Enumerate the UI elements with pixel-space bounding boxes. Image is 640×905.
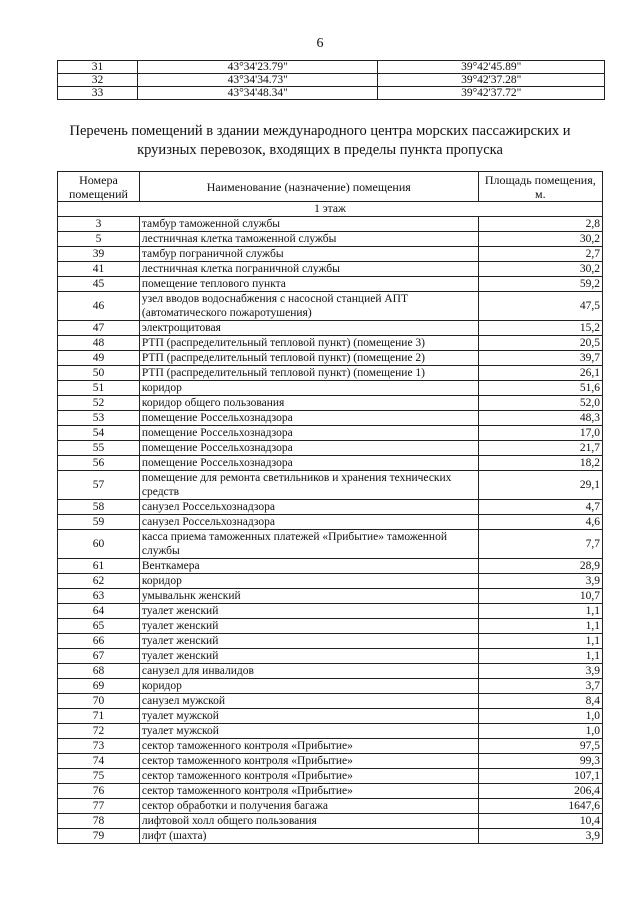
table-row xyxy=(58,739,603,754)
longitude-cell: 39°42'37.72" xyxy=(378,87,605,100)
room-number: 55 xyxy=(58,441,140,456)
room-number: 72 xyxy=(58,724,140,739)
room-number: 59 xyxy=(58,515,140,530)
table-row xyxy=(58,441,603,456)
room-number: 78 xyxy=(58,814,140,829)
room-name: коридор xyxy=(139,574,478,589)
room-name: сектор таможенного контроля «Прибытие» xyxy=(139,784,478,799)
table-row xyxy=(58,724,603,739)
room-area: 99,3 xyxy=(478,754,602,769)
table-row xyxy=(58,292,603,321)
room-area: 2,8 xyxy=(478,217,602,232)
room-name: коридор общего пользования xyxy=(139,396,478,411)
table-row xyxy=(58,664,603,679)
table-row xyxy=(58,604,603,619)
longitude-cell: 39°42'45.89" xyxy=(378,61,605,74)
latitude-cell: 43°34'34.73" xyxy=(138,74,378,87)
room-name: лестничная клетка таможенной службы xyxy=(139,232,478,247)
room-area: 3,9 xyxy=(478,829,602,844)
rooms-table xyxy=(57,171,603,844)
room-area: 10,4 xyxy=(478,814,602,829)
coordinate-row xyxy=(58,74,605,87)
table-row xyxy=(58,709,603,724)
room-number: 64 xyxy=(58,604,140,619)
room-number: 54 xyxy=(58,426,140,441)
room-name: РТП (распределительный тепловой пункт) (помещение 3) xyxy=(139,336,478,351)
room-area: 48,3 xyxy=(478,411,602,426)
room-area: 52,0 xyxy=(478,396,602,411)
table-row xyxy=(58,500,603,515)
header-room-number: Номера помещений xyxy=(58,172,140,202)
table-row xyxy=(58,589,603,604)
room-area: 26,1 xyxy=(478,366,602,381)
latitude-cell: 43°34'48.34" xyxy=(138,87,378,100)
room-name: сектор таможенного контроля «Прибытие» xyxy=(139,769,478,784)
room-name: лестничная клетка пограничной службы xyxy=(139,262,478,277)
room-area: 47,5 xyxy=(478,292,602,321)
room-name: помещение Россельхознадзора xyxy=(139,441,478,456)
room-name: помещение Россельхознадзора xyxy=(139,426,478,441)
room-number: 62 xyxy=(58,574,140,589)
table-row xyxy=(58,619,603,634)
room-number: 52 xyxy=(58,396,140,411)
room-number: 65 xyxy=(58,619,140,634)
table-row xyxy=(58,471,603,500)
room-number: 45 xyxy=(58,277,140,292)
table-row xyxy=(58,321,603,336)
room-number: 76 xyxy=(58,784,140,799)
room-name: туалет женский xyxy=(139,619,478,634)
room-area: 21,7 xyxy=(478,441,602,456)
room-number: 66 xyxy=(58,634,140,649)
room-name: помещение теплового пункта xyxy=(139,277,478,292)
room-area: 1647,6 xyxy=(478,799,602,814)
room-area: 15,2 xyxy=(478,321,602,336)
longitude-cell: 39°42'37.28" xyxy=(378,74,605,87)
room-number: 67 xyxy=(58,649,140,664)
room-name: помещение Россельхознадзора xyxy=(139,411,478,426)
point-number: 31 xyxy=(58,61,138,74)
room-area: 107,1 xyxy=(478,769,602,784)
room-name: лифтовой холл общего пользования xyxy=(139,814,478,829)
room-name: сектор таможенного контроля «Прибытие» xyxy=(139,739,478,754)
floor-row xyxy=(58,202,603,217)
room-number: 73 xyxy=(58,739,140,754)
room-area: 1,1 xyxy=(478,604,602,619)
room-name: умывальнк женский xyxy=(139,589,478,604)
table-row xyxy=(58,247,603,262)
room-name: туалет мужской xyxy=(139,709,478,724)
room-number: 75 xyxy=(58,769,140,784)
room-name: узел вводов водоснабжения с насосной станцией АПТ (автоматического пожаротушения) xyxy=(139,292,478,321)
table-row xyxy=(58,232,603,247)
room-number: 5 xyxy=(58,232,140,247)
room-area: 17,0 xyxy=(478,426,602,441)
table-row xyxy=(58,814,603,829)
room-number: 51 xyxy=(58,381,140,396)
room-name: касса приема таможенных платежей «Прибытие» таможенной службы xyxy=(139,530,478,559)
room-number: 53 xyxy=(58,411,140,426)
room-name: туалет женский xyxy=(139,634,478,649)
table-row xyxy=(58,396,603,411)
table-row xyxy=(58,411,603,426)
table-row xyxy=(58,754,603,769)
table-row xyxy=(58,515,603,530)
room-number: 74 xyxy=(58,754,140,769)
room-area: 3,9 xyxy=(478,574,602,589)
page-number: 6 xyxy=(316,36,324,51)
room-number: 48 xyxy=(58,336,140,351)
room-number: 79 xyxy=(58,829,140,844)
room-area: 39,7 xyxy=(478,351,602,366)
room-number: 47 xyxy=(58,321,140,336)
room-area: 206,4 xyxy=(478,784,602,799)
room-number: 60 xyxy=(58,530,140,559)
room-name: РТП (распределительный тепловой пункт) (помещение 1) xyxy=(139,366,478,381)
room-area: 59,2 xyxy=(478,277,602,292)
room-name: электрощитовая xyxy=(139,321,478,336)
room-number: 70 xyxy=(58,694,140,709)
room-area: 30,2 xyxy=(478,262,602,277)
table-header-row xyxy=(58,172,603,202)
room-area: 4,7 xyxy=(478,500,602,515)
room-name: сектор таможенного контроля «Прибытие» xyxy=(139,754,478,769)
room-name: сектор обработки и получения багажа xyxy=(139,799,478,814)
room-area: 18,2 xyxy=(478,456,602,471)
room-name: Венткамера xyxy=(139,559,478,574)
room-area: 1,0 xyxy=(478,709,602,724)
room-number: 56 xyxy=(58,456,140,471)
table-row xyxy=(58,649,603,664)
room-number: 50 xyxy=(58,366,140,381)
room-number: 69 xyxy=(58,679,140,694)
table-row xyxy=(58,694,603,709)
room-number: 77 xyxy=(58,799,140,814)
room-name: туалет женский xyxy=(139,649,478,664)
table-row xyxy=(58,530,603,559)
room-name: тамбур таможенной службы xyxy=(139,217,478,232)
floor-label: 1 этаж xyxy=(58,202,603,217)
table-row xyxy=(58,366,603,381)
room-area: 97,5 xyxy=(478,739,602,754)
room-area: 10,7 xyxy=(478,589,602,604)
table-row xyxy=(58,351,603,366)
table-row xyxy=(58,679,603,694)
room-area: 1,1 xyxy=(478,634,602,649)
latitude-cell: 43°34'23.79" xyxy=(138,61,378,74)
room-name: санузел для инвалидов xyxy=(139,664,478,679)
room-area: 1,1 xyxy=(478,619,602,634)
room-number: 39 xyxy=(58,247,140,262)
room-area: 3,7 xyxy=(478,679,602,694)
room-area: 1,1 xyxy=(478,649,602,664)
room-number: 58 xyxy=(58,500,140,515)
room-area: 4,6 xyxy=(478,515,602,530)
table-row xyxy=(58,262,603,277)
room-area: 3,9 xyxy=(478,664,602,679)
table-row xyxy=(58,784,603,799)
table-row xyxy=(58,217,603,232)
room-name: санузел Россельхознадзора xyxy=(139,515,478,530)
point-number: 33 xyxy=(58,87,138,100)
table-row xyxy=(58,574,603,589)
room-name: туалет мужской xyxy=(139,724,478,739)
room-name: санузел мужской xyxy=(139,694,478,709)
room-area: 30,2 xyxy=(478,232,602,247)
header-room-area: Площадь помещения, м. xyxy=(478,172,602,202)
table-row xyxy=(58,381,603,396)
point-number: 32 xyxy=(58,74,138,87)
room-area: 2,7 xyxy=(478,247,602,262)
table-row xyxy=(58,634,603,649)
room-number: 68 xyxy=(58,664,140,679)
room-name: тамбур пограничной службы xyxy=(139,247,478,262)
room-area: 7,7 xyxy=(478,530,602,559)
table-row xyxy=(58,456,603,471)
room-number: 46 xyxy=(58,292,140,321)
room-name: санузел Россельхознадзора xyxy=(139,500,478,515)
room-number: 71 xyxy=(58,709,140,724)
table-row xyxy=(58,829,603,844)
table-row xyxy=(58,799,603,814)
room-area: 29,1 xyxy=(478,471,602,500)
table-row xyxy=(58,277,603,292)
room-number: 61 xyxy=(58,559,140,574)
room-name: коридор xyxy=(139,381,478,396)
header-room-name: Наименование (назначение) помещения xyxy=(139,172,478,202)
room-name: коридор xyxy=(139,679,478,694)
coordinate-row xyxy=(58,87,605,100)
room-area: 20,5 xyxy=(478,336,602,351)
table-row xyxy=(58,559,603,574)
table-row xyxy=(58,336,603,351)
room-area: 51,6 xyxy=(478,381,602,396)
document-heading: Перечень помещений в здании международного центра морских пассажирских и круизных перевозок, входящих в пределы пункта пропуска xyxy=(69,123,571,158)
room-name: помещение Россельхознадзора xyxy=(139,456,478,471)
room-area: 8,4 xyxy=(478,694,602,709)
table-row xyxy=(58,769,603,784)
room-name: помещение для ремонта светильников и хранения технических средств xyxy=(139,471,478,500)
room-number: 3 xyxy=(58,217,140,232)
coordinate-row xyxy=(58,61,605,74)
room-number: 57 xyxy=(58,471,140,500)
room-name: РТП (распределительный тепловой пункт) (помещение 2) xyxy=(139,351,478,366)
coordinates-table xyxy=(57,60,605,100)
room-name: туалет женский xyxy=(139,604,478,619)
room-number: 63 xyxy=(58,589,140,604)
room-number: 49 xyxy=(58,351,140,366)
room-area: 1,0 xyxy=(478,724,602,739)
table-row xyxy=(58,426,603,441)
room-area: 28,9 xyxy=(478,559,602,574)
room-number: 41 xyxy=(58,262,140,277)
room-name: лифт (шахта) xyxy=(139,829,478,844)
